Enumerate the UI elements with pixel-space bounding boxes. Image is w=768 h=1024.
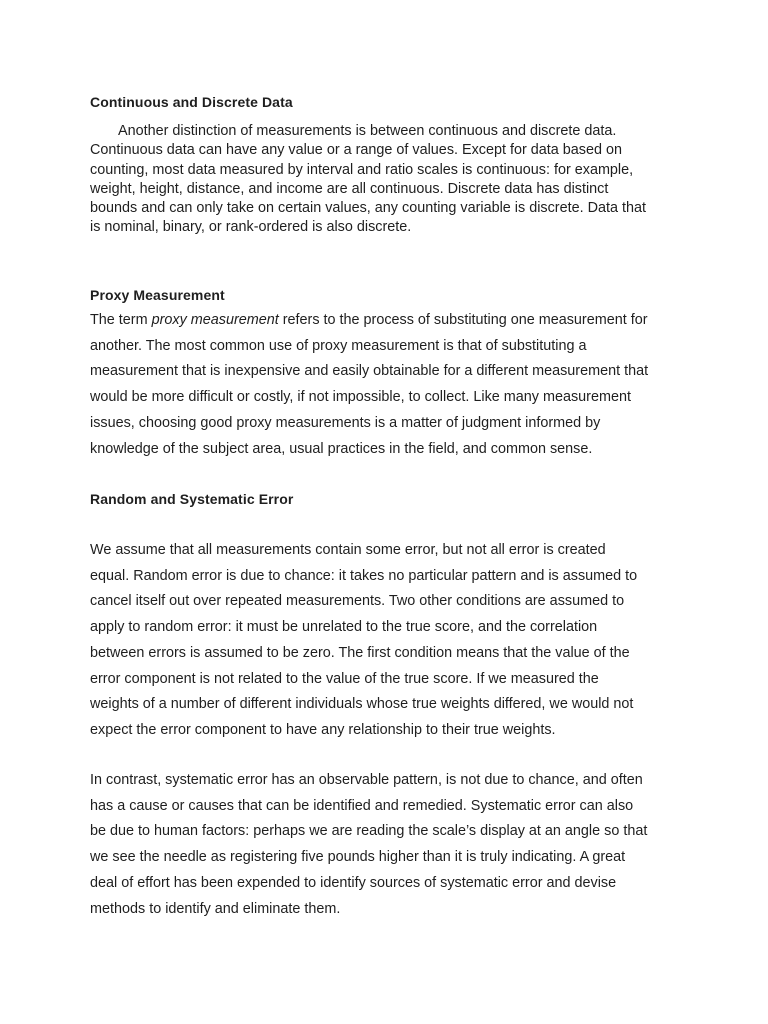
paragraph-line: apply to random error: it must be unrelated to the true score, and the correlation <box>90 619 598 636</box>
paragraph-line: between errors is assumed to be zero. The first condition means that the value of the <box>90 644 630 661</box>
paragraph-line: would be more difficult or costly, if not impossible, to collect. Like many measurement <box>90 389 631 406</box>
paragraph-line: equal. Random error is due to chance: it takes no particular pattern and is assumed to <box>90 567 638 584</box>
paragraph-line: Another distinction of measurements is between continuous and discrete data. <box>118 123 617 139</box>
paragraph-line: deal of effort has been expended to identify sources of systematic error and devise <box>90 874 617 891</box>
paragraph-line: In contrast, systematic error has an observable pattern, is not due to chance, and often <box>90 772 643 788</box>
italic-term: proxy measurement <box>151 312 279 328</box>
paragraph-line: weight, height, distance, and income are all continuous. Discrete data has distinct <box>90 180 609 197</box>
paragraph-line: weights of a number of different individuals whose true weights differed, we would not <box>90 696 634 713</box>
paragraph-line: is nominal, binary, or rank-ordered is also discrete. <box>90 219 412 236</box>
paragraph-line: We assume that all measurements contain some error, but not all error is created <box>90 542 606 558</box>
paragraph-line: counting, most data measured by interval and ratio scales is continuous: for example, <box>90 161 634 178</box>
heading-random-systematic-error: Random and Systematic Error <box>90 491 294 507</box>
paragraph-line: The term proxy measurement refers to the process of substituting one measurement for <box>90 312 648 328</box>
paragraph-line: cancel itself out over repeated measurements. Two other conditions are assumed to <box>90 593 625 610</box>
paragraph-line: we see the needle as registering five pounds higher than it is truly indicating. A great <box>90 849 626 866</box>
paragraph-proxy-measurement <box>90 308 690 462</box>
paragraph-line: another. The most common use of proxy measurement is that of substituting a <box>90 337 587 354</box>
paragraph-line: be due to human factors: perhaps we are reading the scale’s display at an angle so that <box>90 823 648 840</box>
paragraph-line: issues, choosing good proxy measurements is a matter of judgment informed by <box>90 414 601 431</box>
paragraph-line: measurement that is inexpensive and easily obtainable for a different measurement that <box>90 363 649 380</box>
paragraph-line: expect the error component to have any relationship to their true weights. <box>90 721 556 738</box>
paragraph-continuous-discrete <box>90 122 690 238</box>
heading-continuous-discrete: Continuous and Discrete Data <box>90 94 293 110</box>
paragraph-line: knowledge of the subject area, usual practices in the field, and common sense. <box>90 440 593 457</box>
paragraph-line: has a cause or causes that can be identified and remedied. Systematic error can also <box>90 797 634 814</box>
paragraph-line: bounds and can only take on certain values, any counting variable is discrete. Data that <box>90 200 646 217</box>
paragraph-line: methods to identify and eliminate them. <box>90 900 341 917</box>
paragraph-line: Continuous data can have any value or a range of values. Except for data based on <box>90 142 623 159</box>
paragraph-line: error component is not related to the value of the true score. If we measured the <box>90 670 599 687</box>
paragraph-random-error <box>90 538 690 744</box>
paragraph-systematic-error <box>90 768 690 922</box>
heading-proxy-measurement: Proxy Measurement <box>90 287 225 303</box>
